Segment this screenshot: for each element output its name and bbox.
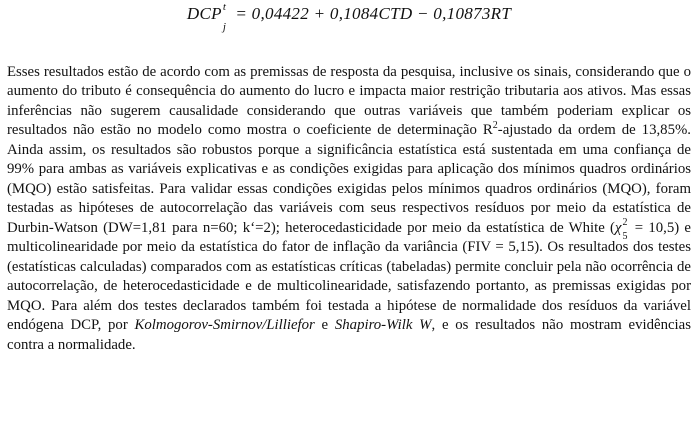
- r-squared-superscript: 2: [492, 120, 498, 132]
- paragraph-text-5: , e os resultados não mostram evidências contra a normalidade.: [7, 317, 691, 353]
- results-paragraph: [7, 63, 691, 356]
- chi-symbol: χ: [614, 219, 622, 236]
- chi-subscript: 5: [622, 230, 628, 242]
- equation-lhs-subscript: j: [222, 21, 227, 33]
- chi-square-statistic: [614, 216, 630, 242]
- test-name-shapiro: Shapiro-Wilk W: [334, 317, 432, 334]
- paragraph-text-2: -ajustado da ordem de 13,85%. Ainda assim, os resultados são robustos porque a significância estatística está sustentada em uma confiança de 99% para ambas as variáveis explicativas e as condições exigidas para aplicação dos mínimos quadros ordinários (MQO) estão satisfeitas. Para validar essas condições exigidas pelos mínimos quadros ordinários (MQO), foram testadas as hipóteses de autocorrelação das variáveis com seus respectivos resíduos por meio da estatística de Durbin-Watson (DW=1,81 para n=60; k‘=2); heterocedasticidade por meio da estatística de White (: [7, 122, 691, 236]
- equation-rhs: = 0,04422 + 0,1084CTD − 0,10873RT: [230, 4, 512, 23]
- regression-equation: [0, 1, 698, 33]
- equation-lhs-indices: [222, 1, 231, 33]
- chi-indices: [622, 216, 630, 242]
- test-name-kolmogorov: Kolmogorov-Smirnov/Lilliefor: [134, 317, 315, 334]
- equation-lhs-superscript: t: [222, 1, 227, 13]
- chi-superscript: 2: [622, 216, 628, 228]
- paragraph-text-1: Esses resultados estão de acordo com as premissas de resposta da pesquisa, inclusive os sinais, considerando que o aumento do tributo é consequência do aumento do lucro e impacta maior restrição tributaria aos ativos. Mas essas inferências não sugerem causalidade considerando que outras variáveis que também poderiam explicar os resultados não estão no modelo como mostra o coeficiente de determinação R: [7, 63, 691, 139]
- paragraph-text-3: = 10,5) e multicolinearidade por meio da estatística do fator de inflação da variância (FIV = 5,15). Os resultados dos testes (estatísticas calculadas) comparados com as estatísticas críticas (tabeladas) permite concluir pela não ocorrência de autocorrelação, de heterocedasticidade e de multicolinearidade, satisfazendo portanto, as premissas exigidas por MQO. Para além dos testes declarados também foi testada a hipótese de normalidade dos resíduos da variável endógena DCP, por: [7, 219, 691, 334]
- paragraph-text-4: e: [314, 317, 335, 334]
- equation-lhs-variable: DCP: [186, 4, 222, 23]
